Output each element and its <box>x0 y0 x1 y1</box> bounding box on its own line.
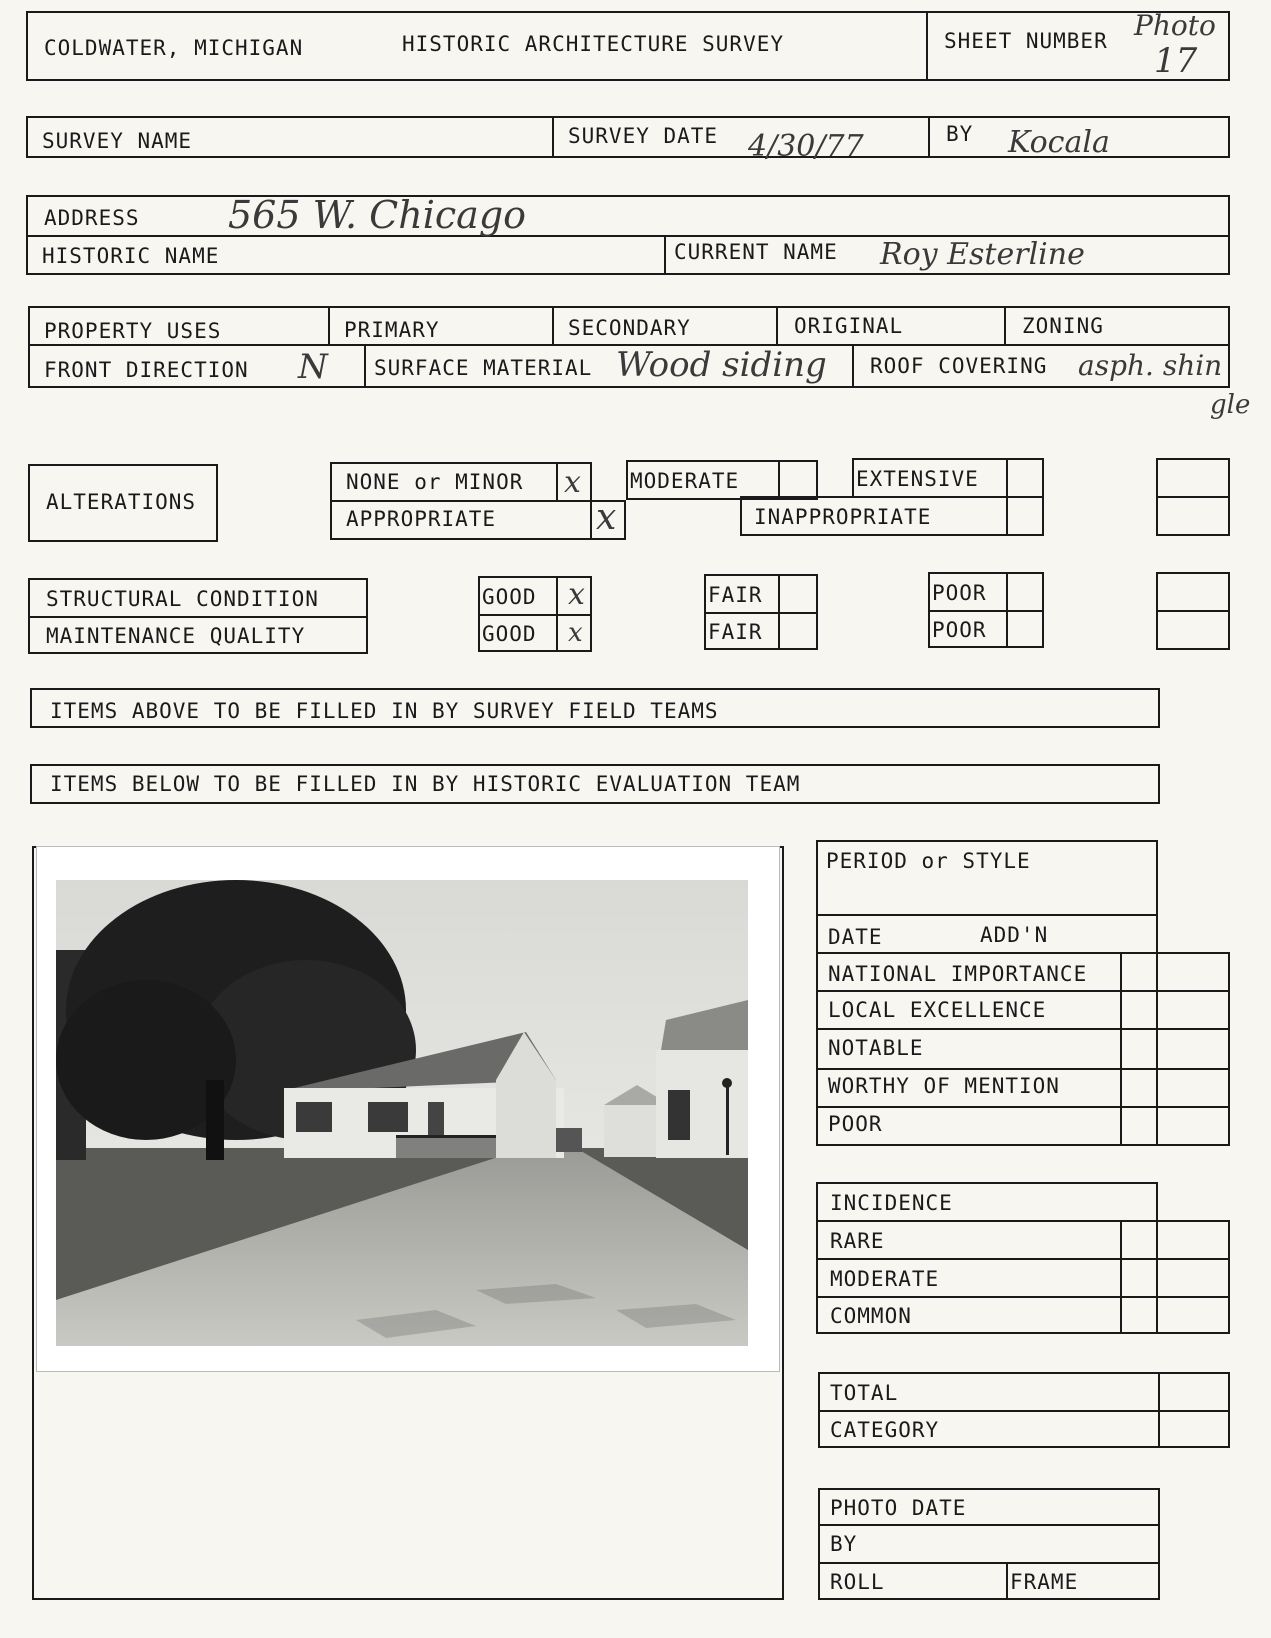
surface-material-label: SURFACE MATERIAL <box>374 356 593 380</box>
category-label: CATEGORY <box>830 1418 940 1442</box>
photo-date-label: PHOTO DATE <box>830 1496 967 1520</box>
good-label-maintenance: GOOD <box>482 622 537 646</box>
total-category-divider <box>818 1410 1230 1412</box>
property-divider-2 <box>552 306 554 346</box>
survey-title: HISTORIC ARCHITECTURE SURVEY <box>402 32 785 56</box>
poor-divider-h <box>928 610 1044 612</box>
front-divider-2 <box>852 344 854 388</box>
poor-divider-v <box>1006 572 1008 648</box>
total-category-divider-v <box>1158 1372 1160 1448</box>
original-label: ORIGINAL <box>794 314 904 338</box>
house-street-photo <box>56 880 748 1346</box>
extensive-label: EXTENSIVE <box>856 467 979 491</box>
incidence-divider-v2 <box>1228 1220 1230 1334</box>
none-minor-label: NONE or MINOR <box>346 470 524 494</box>
address-label: ADDRESS <box>44 206 140 230</box>
primary-label: PRIMARY <box>344 318 440 342</box>
current-name-label: CURRENT NAME <box>674 240 838 264</box>
survey-divider-2 <box>928 116 930 158</box>
structural-condition-label: STRUCTURAL CONDITION <box>46 587 319 611</box>
current-name-value: Roy Esterline <box>880 237 1085 272</box>
incidence-common-label: COMMON <box>830 1304 912 1328</box>
national-importance-label: NATIONAL IMPORTANCE <box>828 962 1088 986</box>
surface-material-value: Wood siding <box>616 345 827 385</box>
good-label-structural: GOOD <box>482 585 537 609</box>
incidence-divider-3 <box>816 1296 1230 1298</box>
survey-date-value: 4/30/77 <box>748 129 864 164</box>
eval-divider-v2 <box>1228 952 1230 1146</box>
poor-label-structural: POOR <box>932 581 987 605</box>
maintenance-good-mark: x <box>568 618 583 648</box>
good-divider-v <box>556 576 558 652</box>
address-divider-v <box>664 235 666 275</box>
incidence-rare-label: RARE <box>830 1229 885 1253</box>
eval-addn-label: ADD'N <box>980 923 1049 947</box>
photo-info-divider-v <box>1006 1562 1008 1600</box>
header-divider <box>926 11 928 81</box>
survey-by-value: Kocala <box>1008 125 1110 160</box>
eval-divider-notable <box>816 1068 1230 1070</box>
condition-score-divider <box>1156 610 1230 612</box>
front-direction-label: FRONT DIRECTION <box>44 358 249 382</box>
items-below-note: ITEMS BELOW TO BE FILLED IN BY HISTORIC EVALUATION TEAM <box>50 772 801 796</box>
appropriate-label: APPROPRIATE <box>346 507 497 531</box>
property-divider-4 <box>1004 306 1006 346</box>
worthy-of-mention-label: WORTHY OF MENTION <box>828 1074 1060 1098</box>
alterations-label: ALTERATIONS <box>46 490 197 514</box>
none-minor-mark: x <box>564 465 581 500</box>
eval-divider-local <box>816 1028 1230 1030</box>
structural-good-mark: x <box>568 577 585 612</box>
survey-divider-1 <box>552 116 554 158</box>
inappropriate-check-divider <box>1006 496 1008 536</box>
survey-by-label: BY <box>946 122 974 146</box>
eval-divider-national <box>816 990 1230 992</box>
alterations-score-divider <box>1156 496 1230 498</box>
eval-divider-period <box>816 914 1158 916</box>
sheet-number-label: SHEET NUMBER <box>944 29 1108 53</box>
secondary-label: SECONDARY <box>568 316 691 340</box>
poor-label-maintenance: POOR <box>932 618 987 642</box>
appropriate-mark: x <box>596 497 617 538</box>
total-label: TOTAL <box>830 1381 899 1405</box>
incidence-divider-2 <box>816 1258 1230 1260</box>
photo-frame-label: FRAME <box>1010 1570 1079 1594</box>
extensive-check-divider <box>1006 458 1008 498</box>
eval-poor-label: POOR <box>828 1112 883 1136</box>
incidence-label: INCIDENCE <box>830 1191 953 1215</box>
eval-divider-date <box>816 952 1230 954</box>
incidence-moderate-label: MODERATE <box>830 1267 940 1291</box>
photo-roll-label: ROLL <box>830 1570 885 1594</box>
address-value: 565 W. Chicago <box>228 193 527 237</box>
maintenance-quality-label: MAINTENANCE QUALITY <box>46 624 306 648</box>
fair-label-structural: FAIR <box>708 583 763 607</box>
property-divider-3 <box>776 306 778 346</box>
historic-name-label: HISTORIC NAME <box>42 244 220 268</box>
evaluation-box <box>816 840 1158 1146</box>
fair-label-maintenance: FAIR <box>708 620 763 644</box>
photo-info-divider-2 <box>818 1562 1160 1564</box>
property-uses-label: PROPERTY USES <box>44 319 222 343</box>
appropriate-check-divider <box>590 500 592 540</box>
notable-label: NOTABLE <box>828 1036 924 1060</box>
moderate-label: MODERATE <box>630 469 740 493</box>
city-label: COLDWATER, MICHIGAN <box>44 36 304 60</box>
sheet-number-value-top: Photo <box>1134 9 1216 42</box>
eval-date-label: DATE <box>828 925 883 949</box>
items-above-note: ITEMS ABOVE TO BE FILLED IN BY SURVEY FIELD TEAMS <box>50 699 719 723</box>
good-divider-h <box>478 614 592 616</box>
survey-name-label: SURVEY NAME <box>42 129 193 153</box>
roof-covering-label: ROOF COVERING <box>870 354 1048 378</box>
sheet-number-value: 17 <box>1154 41 1198 81</box>
photo-by-label: BY <box>830 1532 858 1556</box>
local-excellence-label: LOCAL EXCELLENCE <box>828 998 1047 1022</box>
incidence-divider-4 <box>1120 1332 1230 1334</box>
survey-date-label: SURVEY DATE <box>568 124 719 148</box>
condition-label-divider <box>28 616 368 618</box>
fair-divider-v <box>778 574 780 650</box>
property-divider-1 <box>328 306 330 346</box>
period-style-label: PERIOD or STYLE <box>826 849 1031 873</box>
roof-covering-value-2: gle <box>1210 390 1251 420</box>
front-divider-1 <box>364 344 366 388</box>
fair-divider-h <box>704 612 818 614</box>
eval-divider-v1 <box>1120 952 1122 1146</box>
inappropriate-label: INAPPROPRIATE <box>754 505 932 529</box>
moderate-check-divider <box>778 460 780 500</box>
incidence-divider-v1 <box>1120 1220 1122 1334</box>
roof-covering-value-1: asph. shin <box>1078 349 1223 382</box>
eval-divider-worthy <box>816 1106 1230 1108</box>
photo-info-divider-1 <box>818 1524 1160 1526</box>
front-direction-value: N <box>298 347 328 387</box>
eval-divider-bottom <box>1120 1144 1230 1146</box>
zoning-label: ZONING <box>1022 314 1104 338</box>
incidence-divider-1 <box>816 1220 1230 1222</box>
none-minor-check-divider <box>556 462 558 502</box>
